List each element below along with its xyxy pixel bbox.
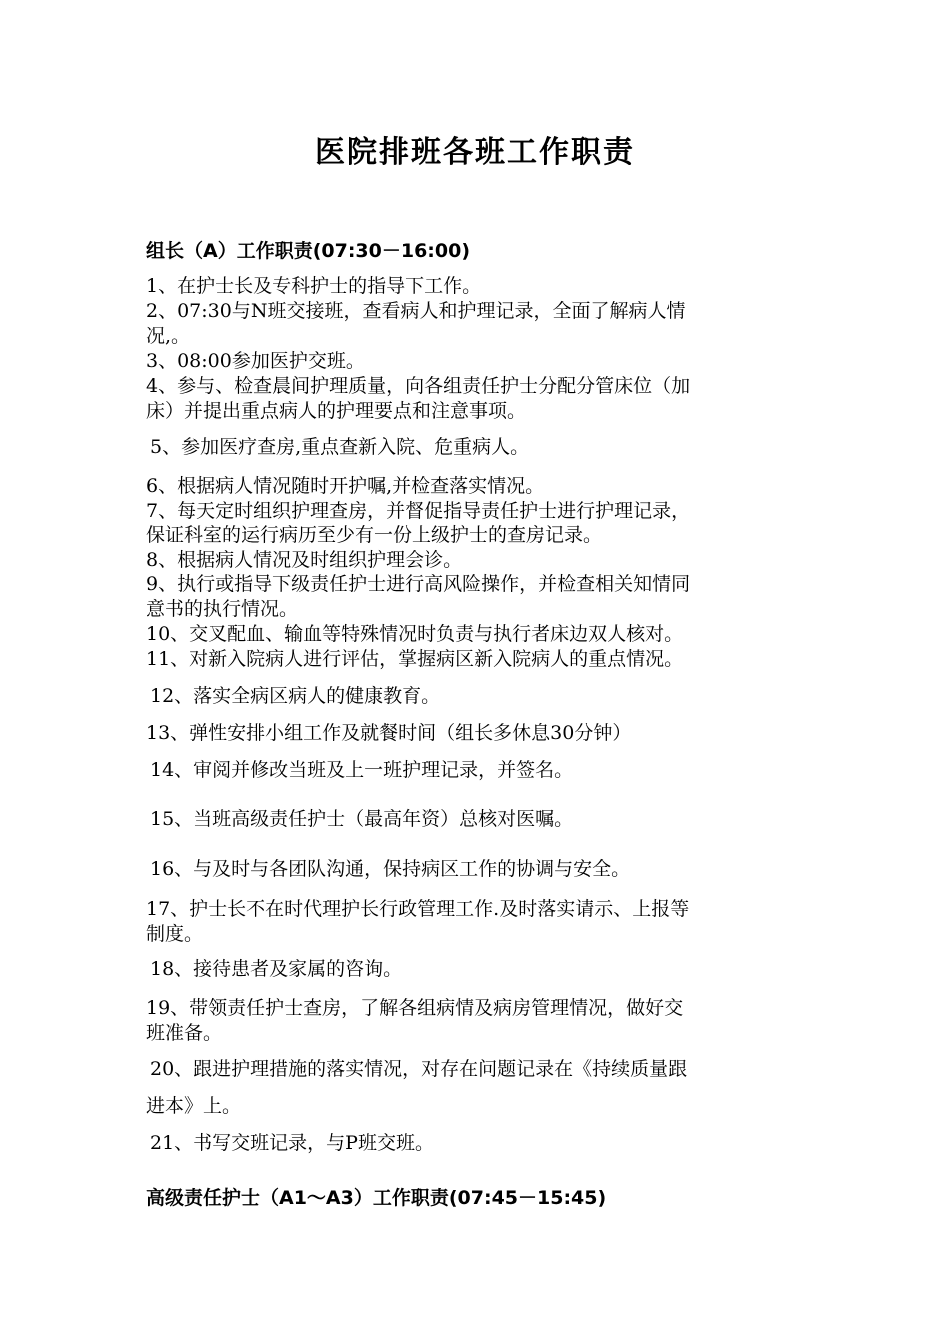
duty-line: 13、弹性安排小组工作及就餐时间（组长多休息30分钟） xyxy=(146,722,632,744)
document-title: 医院排班各班工作职责 xyxy=(315,135,635,170)
duty-line: 制度。 xyxy=(146,923,204,945)
duty-line: 21、书写交班记录，与P班交班。 xyxy=(150,1132,434,1154)
duty-line: 10、交叉配血、输血等特殊情况时负责与执行者床边双人核对。 xyxy=(146,623,684,645)
duty-line: 况,。 xyxy=(146,325,191,347)
duty-line: 11、对新入院病人进行评估，掌握病区新入院病人的重点情况。 xyxy=(146,648,684,670)
duty-line: 15、当班高级责任护士（最高年资）总核对医嘱。 xyxy=(150,808,574,830)
duty-line: 17、护士长不在时代理护长行政管理工作.及时落实请示、上报等 xyxy=(146,898,690,920)
duty-line: 保证科室的运行病历至少有一份上级护士的查房记录。 xyxy=(146,524,603,546)
duty-line: 进本》上。 xyxy=(146,1095,242,1117)
duty-line: 5、参加医疗查房,重点查新入院、危重病人。 xyxy=(150,436,530,458)
duty-line: 1、在护士长及专科护士的指导下工作。 xyxy=(146,275,482,297)
duty-line: 3、08:00参加医护交班。 xyxy=(146,350,365,372)
duty-line: 4、参与、检查晨间护理质量，向各组责任护士分配分管床位（加 xyxy=(146,375,691,397)
duty-line: 14、审阅并修改当班及上一班护理记录，并签名。 xyxy=(150,759,574,781)
duty-line: 19、带领责任护士查房，了解各组病情及病房管理情况，做好交 xyxy=(146,997,684,1019)
duty-line: 8、根据病人情况及时组织护理会诊。 xyxy=(146,549,463,571)
duty-line: 6、根据病人情况随时开护嘱,并检查落实情况。 xyxy=(146,475,545,497)
section-heading-senior-nurse: 高级责任护士（A1～A3）工作职责(07:45－15:45) xyxy=(146,1187,607,1209)
duty-line: 16、与及时与各团队沟通，保持病区工作的协调与安全。 xyxy=(150,858,631,880)
duty-line: 意书的执行情况。 xyxy=(146,598,299,620)
duty-line: 班准备。 xyxy=(146,1022,223,1044)
section-heading-team-leader: 组长（A）工作职责(07:30－16:00) xyxy=(146,240,471,262)
duty-line: 12、落实全病区病人的健康教育。 xyxy=(150,685,441,707)
duty-line: 9、执行或指导下级责任护士进行高风险操作，并检查相关知情同 xyxy=(146,573,691,595)
duty-line: 18、接待患者及家属的咨询。 xyxy=(150,958,403,980)
duty-line: 20、跟进护理措施的落实情况，对存在问题记录在《持续质量跟 xyxy=(150,1058,688,1080)
duty-line: 2、07:30与N班交接班，查看病人和护理记录，全面了解病人情 xyxy=(146,300,686,322)
duty-line: 7、每天定时组织护理查房，并督促指导责任护士进行护理记录， xyxy=(146,500,691,522)
duty-line: 床）并提出重点病人的护理要点和注意事项。 xyxy=(146,400,527,422)
